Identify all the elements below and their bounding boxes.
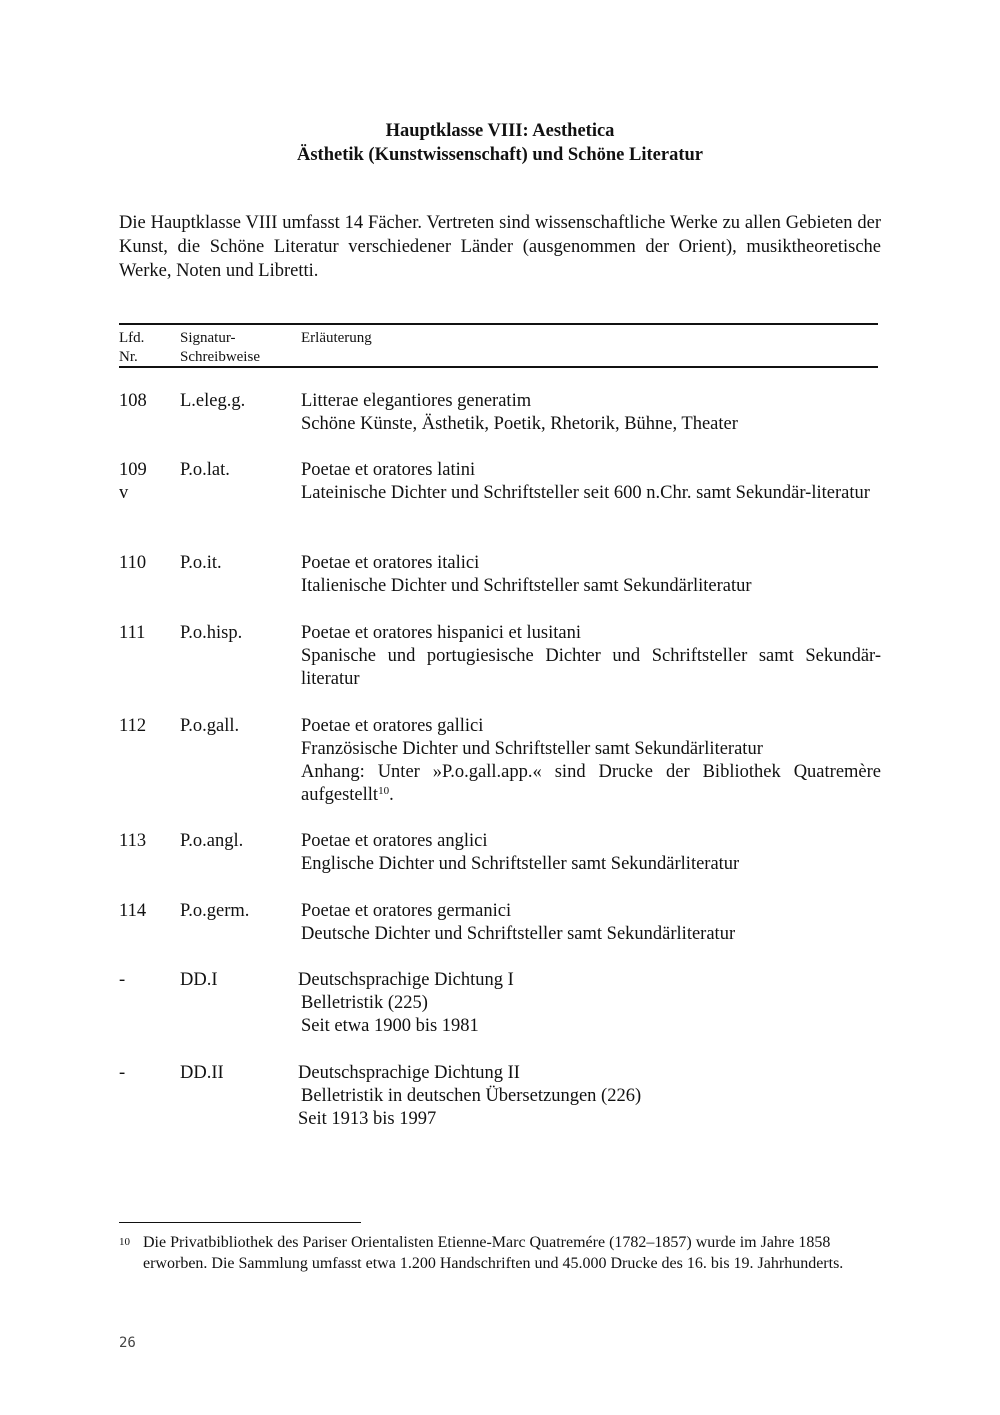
row-signature: P.o.gall. bbox=[180, 716, 240, 736]
row-number-mark: v bbox=[119, 483, 129, 503]
table-header-rule bbox=[119, 366, 878, 368]
header-signatur bbox=[180, 329, 260, 367]
row-note-text: Anhang: Unter »P.o.gall.app.« sind Drucke der Bibliothek Quatremère aufgestellt bbox=[301, 762, 881, 805]
footnote-separator bbox=[119, 1222, 361, 1223]
row-signature: DD.II bbox=[180, 1063, 224, 1083]
row-latin-name: Poetae et oratores latini bbox=[301, 460, 476, 480]
header-signatur-line1: Signatur- bbox=[180, 330, 236, 346]
row-number: 111 bbox=[119, 623, 146, 643]
row-number: - bbox=[119, 1063, 126, 1083]
page-number: 26 bbox=[119, 1335, 136, 1351]
page-subtitle: Ästhetik (Kunstwissenschaft) und Schöne Literatur bbox=[296, 145, 703, 165]
row-german-description: Französische Dichter und Schriftsteller samt Sekundärliteratur bbox=[301, 739, 763, 759]
footnote-reference[interactable]: 10 bbox=[378, 785, 390, 797]
row-signature: P.o.lat. bbox=[180, 460, 230, 480]
row-latin-name: Deutschsprachige Dichtung II bbox=[298, 1063, 520, 1083]
header-lfd-line1: Lfd. bbox=[119, 330, 145, 346]
row-signature: P.o.angl. bbox=[180, 831, 244, 851]
row-signature: L.eleg.g. bbox=[180, 391, 246, 411]
footnote-number: 10 bbox=[119, 1236, 130, 1248]
row-german-description: Belletristik (225) bbox=[301, 993, 428, 1013]
row-german-description: Schöne Künste, Ästhetik, Poetik, Rhetorik, Bühne, Theater bbox=[301, 414, 738, 434]
header-lfd-line2: Nr. bbox=[119, 349, 138, 365]
row-signature: DD.I bbox=[180, 970, 218, 990]
row-period: Seit 1913 bis 1997 bbox=[298, 1109, 437, 1129]
row-latin-name: Poetae et oratores germanici bbox=[301, 901, 512, 921]
row-number: 113 bbox=[119, 831, 147, 851]
row-latin-name: Poetae et oratores anglici bbox=[301, 831, 488, 851]
row-latin-name: Deutschsprachige Dichtung I bbox=[298, 970, 514, 990]
row-number: 109 bbox=[119, 460, 147, 480]
row-german-description: Italienische Dichter und Schriftsteller samt Sekundärliteratur bbox=[301, 576, 752, 596]
row-number: - bbox=[119, 970, 126, 990]
row-german-description: Belletristik in deutschen Übersetzungen (226) bbox=[301, 1086, 642, 1106]
row-number: 114 bbox=[119, 901, 147, 921]
row-description bbox=[301, 622, 881, 691]
row-description bbox=[301, 552, 881, 598]
row-signature: P.o.germ. bbox=[180, 901, 250, 921]
row-period: Seit etwa 1900 bis 1981 bbox=[301, 1016, 479, 1036]
row-signature: P.o.it. bbox=[180, 553, 222, 573]
row-latin-name: Poetae et oratores italici bbox=[301, 553, 480, 573]
row-description bbox=[301, 390, 881, 436]
footnote-text: Die Privatbibliothek des Pariser Orientalisten Etienne-Marc Quatremére (1782–1857) wurde im Jahre 1858 erworben. Die Sammlung umfasst etwa 1.200 Handschriften und 45.000 Drucke des 16. bis 19. Jahrhunderts. bbox=[143, 1234, 844, 1272]
table-top-rule bbox=[119, 323, 878, 325]
header-signatur-line2: Schreibweise bbox=[180, 349, 260, 365]
row-signature: P.o.hisp. bbox=[180, 623, 243, 643]
row-german-description: Englische Dichter und Schriftsteller samt Sekundärliteratur bbox=[301, 854, 740, 874]
row-description bbox=[301, 715, 881, 807]
row-description bbox=[301, 830, 881, 876]
row-latin-name: Poetae et oratores gallici bbox=[301, 716, 484, 736]
row-description bbox=[298, 969, 881, 1038]
page-title: Hauptklasse VIII: Aesthetica bbox=[385, 121, 615, 141]
row-description bbox=[301, 900, 881, 946]
header-erlaeuterung: Erläuterung bbox=[301, 330, 372, 346]
row-german-description: Spanische und portugiesische Dichter und Schriftsteller samt Sekundär-literatur bbox=[301, 646, 881, 689]
row-note bbox=[301, 761, 881, 807]
row-german-description: Lateinische Dichter und Schriftsteller seit 600 n.Chr. samt Sekundär-literatur bbox=[301, 483, 870, 503]
row-number: 110 bbox=[119, 553, 147, 573]
row-german-description: Deutsche Dichter und Schriftsteller samt Sekundärliteratur bbox=[301, 924, 736, 944]
header-lfd-nr bbox=[119, 329, 144, 367]
row-description bbox=[298, 1062, 881, 1131]
row-note-end: . bbox=[389, 785, 394, 805]
row-number: 112 bbox=[119, 716, 147, 736]
row-latin-name: Litterae elegantiores generatim bbox=[301, 391, 532, 411]
row-latin-name: Poetae et oratores hispanici et lusitani bbox=[301, 623, 581, 643]
row-number: 108 bbox=[119, 391, 147, 411]
intro-paragraph: Die Hauptklasse VIII umfasst 14 Fächer. Vertreten sind wissenschaftliche Werke zu allen Gebieten der Kunst, die Schöne Literatur verschiedener Länder (ausgenommen der Orient), musiktheoretische Werke, Noten und Libretti. bbox=[119, 213, 881, 281]
row-description bbox=[301, 459, 881, 505]
